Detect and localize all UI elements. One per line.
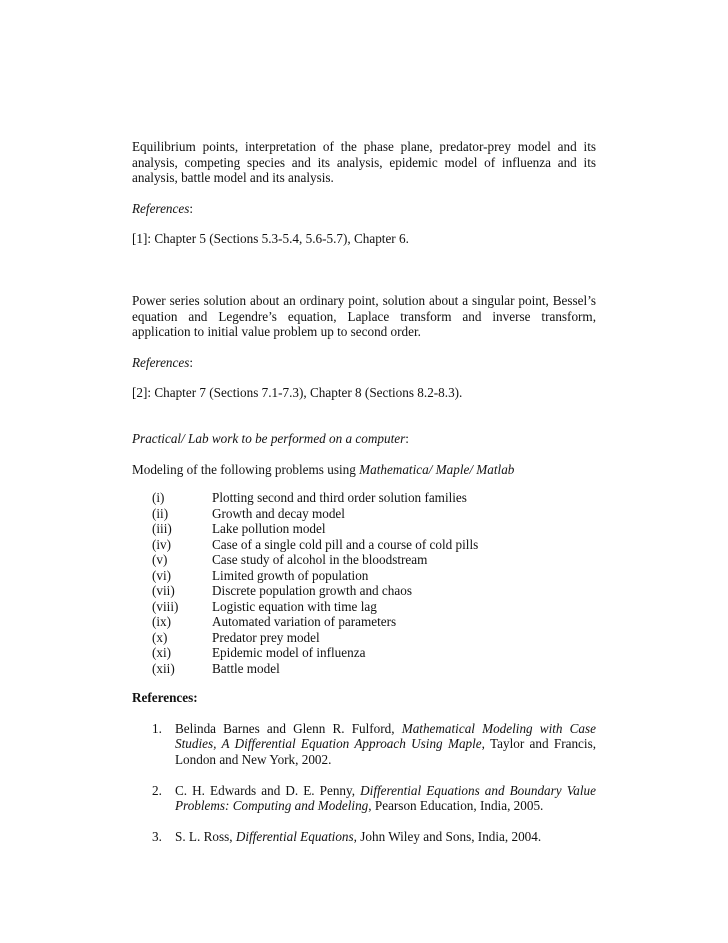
references-colon: : <box>189 354 194 370</box>
list-item-number: (ix) <box>152 614 172 630</box>
list-item-number: (vi) <box>152 567 172 583</box>
list-item-text: Discrete population growth and chaos <box>212 583 412 599</box>
list-item <box>132 661 596 677</box>
entry-title: Mathematical Modeling with Case Studies, A Differential Equation Approach Using Maple <box>175 720 596 752</box>
list-item-text: Plotting second and third order solution families <box>212 490 467 506</box>
list-item <box>132 568 596 584</box>
list-item <box>132 521 596 537</box>
list-item <box>132 506 596 522</box>
list-item <box>132 630 596 646</box>
list-item <box>132 537 596 553</box>
entry-authors: C. H. Edwards and D. E. Penny, <box>175 782 361 798</box>
entry-text <box>175 721 596 768</box>
list-item <box>132 490 596 506</box>
unit3-reference: [1]: Chapter 5 (Sections 5.3-5.4, 5.6-5.7), Chapter 6. <box>132 231 409 247</box>
entry-text <box>175 783 596 814</box>
unit4-paragraph: Power series solution about an ordinary point, solution about a singular point, Bessel’s equation and Legendre’s equation, Laplace transform and inverse transform, application to initial value problem up to second order. <box>132 292 596 340</box>
bibliography-list <box>132 721 596 845</box>
list-item-number: (iv) <box>152 536 172 552</box>
list-item-text: Logistic equation with time lag <box>212 598 377 614</box>
list-item-number: (xii) <box>152 660 175 676</box>
bibliography-entry <box>132 783 596 814</box>
list-item-number: (xi) <box>152 645 172 661</box>
list-item <box>132 645 596 661</box>
list-item-text: Battle model <box>212 660 280 676</box>
list-item <box>132 552 596 568</box>
list-item <box>132 583 596 599</box>
list-item-text: Case of a single cold pill and a course of cold pills <box>212 536 479 552</box>
list-item-number: (x) <box>152 629 168 645</box>
practical-intro-software: Mathematica/ Maple/ Matlab <box>359 461 515 477</box>
entry-number: 2. <box>152 782 162 798</box>
list-item <box>132 599 596 615</box>
bibliography-entry <box>132 829 596 845</box>
list-item-number: (i) <box>152 490 165 506</box>
unit3-paragraph: Equilibrium points, interpretation of the phase plane, predator-prey model and its analysis, competing species and its analysis, epidemic model of influenza and its analysis, battle model and its analysis. <box>132 139 596 186</box>
references-label-text: References <box>132 354 190 370</box>
page-content <box>132 139 596 860</box>
list-item-text: Lake pollution model <box>212 521 326 537</box>
list-item-text: Case study of alcohol in the bloodstream <box>212 552 428 568</box>
entry-publisher: , Pearson Education, India, 2005. <box>368 798 544 814</box>
references-label-text: References <box>132 200 190 216</box>
entry-authors: S. L. Ross, <box>175 828 236 844</box>
list-item-number: (iii) <box>152 521 172 537</box>
list-item-text: Epidemic model of influenza <box>212 645 366 661</box>
list-item-number: (ii) <box>152 505 169 521</box>
list-item-text: Limited growth of population <box>212 567 369 583</box>
practical-heading <box>132 431 596 447</box>
entry-number: 1. <box>152 720 162 736</box>
unit3-references-label <box>132 201 596 217</box>
entry-title: Differential Equations <box>235 828 354 844</box>
lab-list <box>132 490 596 676</box>
references-colon: : <box>189 200 194 216</box>
list-item-text: Growth and decay model <box>212 505 345 521</box>
list-item-number: (vii) <box>152 583 175 599</box>
practical-heading-text: Practical/ Lab work to be performed on a computer <box>132 430 406 446</box>
bibliography-heading: References: <box>132 690 198 706</box>
unit4-reference: [2]: Chapter 7 (Sections 7.1-7.3), Chapter 8 (Sections 8.2-8.3). <box>132 385 463 401</box>
list-item <box>132 614 596 630</box>
practical-heading-colon: : <box>405 430 409 446</box>
entry-publisher: , John Wiley and Sons, India, 2004. <box>353 828 542 844</box>
list-item-number: (viii) <box>152 598 179 614</box>
bibliography-entry <box>132 721 596 768</box>
entry-publisher: , Taylor and Francis, London and New York, 2002. <box>175 736 597 767</box>
practical-intro <box>132 462 596 478</box>
list-item-text: Automated variation of parameters <box>212 614 397 630</box>
list-item-text: Predator prey model <box>212 629 320 645</box>
entry-number: 3. <box>152 828 162 844</box>
unit4-references-label <box>132 355 596 371</box>
entry-authors: Belinda Barnes and Glenn R. Fulford, <box>175 720 402 736</box>
entry-text <box>175 829 596 845</box>
practical-intro-prefix: Modeling of the following problems using <box>132 461 360 477</box>
list-item-number: (v) <box>152 552 168 568</box>
entry-title: Differential Equations and Boundary Value Problems: Computing and Modeling <box>175 782 596 814</box>
